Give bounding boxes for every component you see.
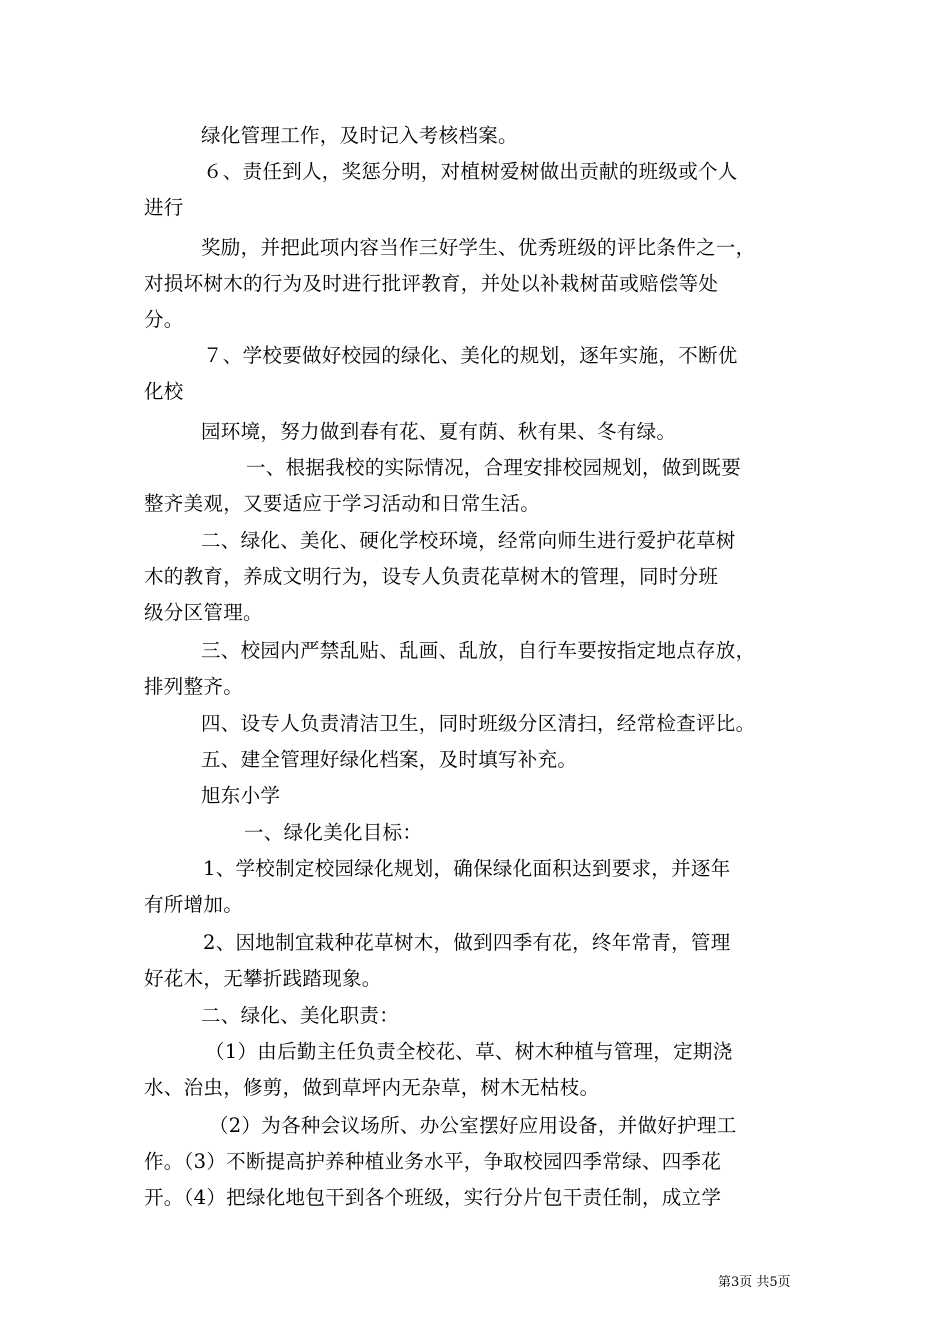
text-line: 二、绿化、美化职责： (201, 1004, 400, 1027)
text-line: 开。（4）把绿化地包干到各个班级，实行分片包干责任制，成立学 (144, 1186, 722, 1209)
text-line: 作。（3）不断提高护养种植业务水平，争取校园四季常绿、四季花 (144, 1150, 722, 1173)
text-line: 对损坏树木的行为及时进行批评教育，并处以补栽树苗或赔偿等处 (144, 272, 719, 295)
text-line: 1、学校制定校园绿化规划，确保绿化面积达到要求，并逐年 (203, 857, 731, 880)
page-number-footer: 第3页 共5页 (718, 1275, 791, 1290)
text-line: 有所增加。 (144, 893, 244, 916)
text-line: 好花木，无攀折践踏现象。 (144, 967, 382, 990)
text-line: 四、设专人负责清洁卫生，同时班级分区清扫，经常检查评比。 (201, 712, 756, 735)
text-line: 一、绿化美化目标： (244, 821, 423, 844)
text-line: （2）为各种会议场所、办公室摆好应用设备，并做好护理工 (209, 1114, 737, 1137)
text-line: 绿化管理工作，及时记入考核档案。 (201, 124, 518, 147)
text-line: 园环境，努力做到春有花、夏有荫、秋有果、冬有绿。 (201, 420, 677, 443)
text-line: 排列整齐。 (144, 675, 244, 698)
text-line: 2、因地制宜栽种花草树木，做到四季有花，终年常青，管理 (203, 931, 731, 954)
text-line: 一、根据我校的实际情况，合理安排校园规划，做到既要 (246, 456, 742, 479)
text-line: ７、学校要做好校园的绿化、美化的规划，逐年实施，不断优 (203, 344, 738, 367)
text-line: （1）由后勤主任负责全校花、草、树木种植与管理，定期浇 (205, 1040, 733, 1063)
text-line: 三、校园内严禁乱贴、乱画、乱放，自行车要按指定地点存放， (201, 639, 756, 662)
text-line: 奖励，并把此项内容当作三好学生、优秀班级的评比条件之一， (201, 236, 756, 259)
text-line: 整齐美观，又要适应于学习活动和日常生活。 (144, 492, 541, 515)
text-line: 水、治虫，修剪，做到草坪内无杂草，树木无枯枝。 (144, 1076, 600, 1099)
text-line: 旭东小学 (201, 784, 281, 807)
text-line: 二、绿化、美化、硬化学校环境，经常向师生进行爱护花草树 (201, 529, 736, 552)
text-line: 进行 (144, 196, 184, 219)
text-line: ６、责任到人，奖惩分明，对植树爱树做出贡献的班级或个人 (203, 160, 738, 183)
text-line: 分。 (144, 308, 184, 331)
text-line: 木的教育，养成文明行为，设专人负责花草树木的管理，同时分班 (144, 565, 719, 588)
text-line: 化校 (144, 380, 184, 403)
text-line: 五、建全管理好绿化档案，及时填写补充。 (201, 748, 578, 771)
text-line: 级分区管理。 (144, 601, 263, 624)
